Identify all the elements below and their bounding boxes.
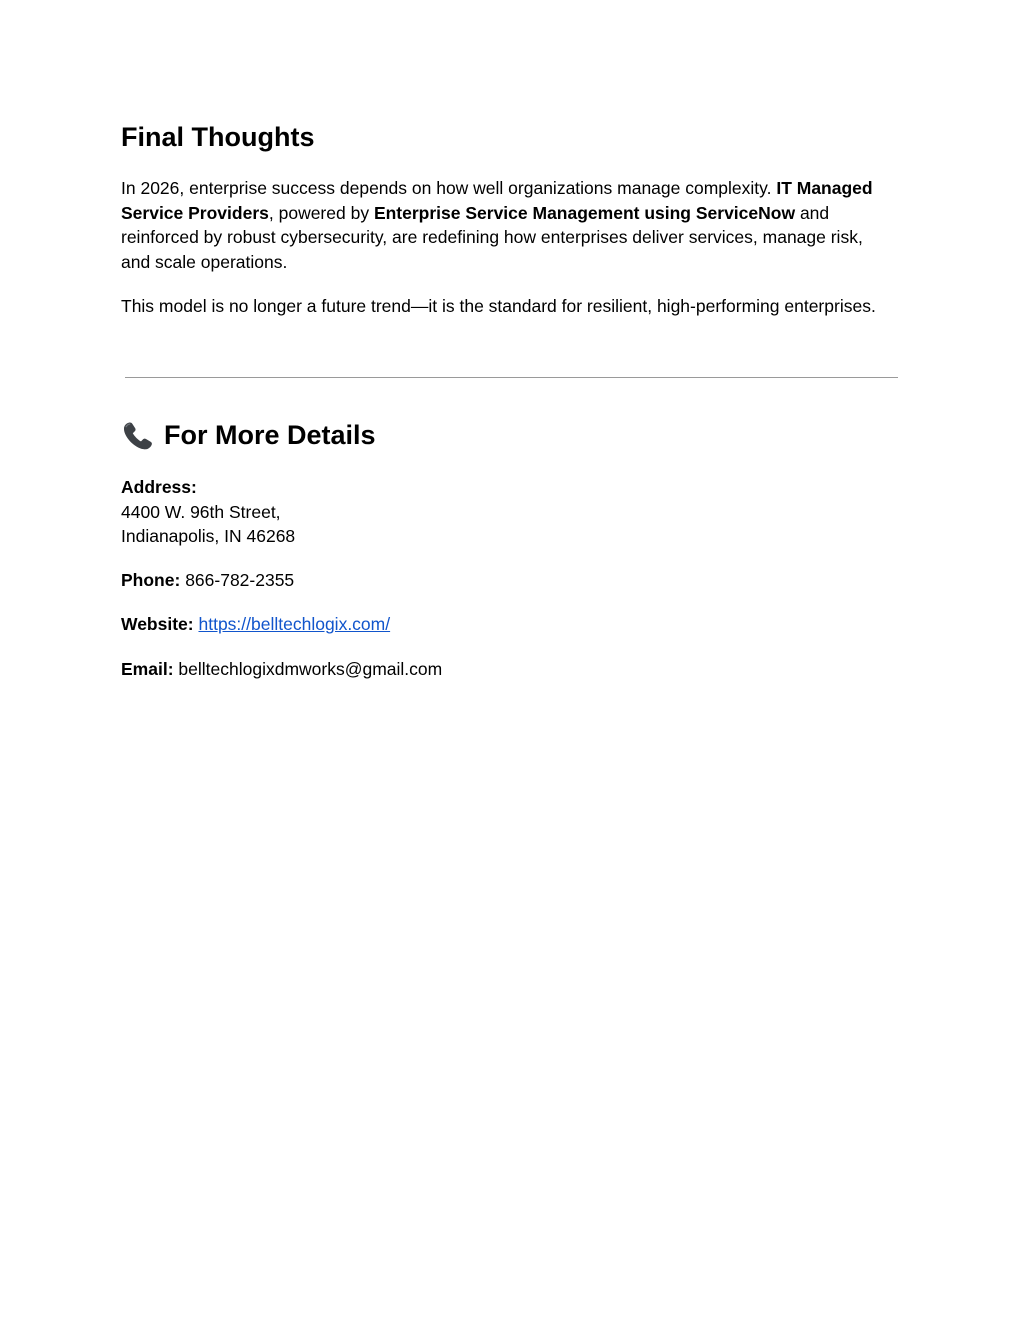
- final-thoughts-paragraph: [121, 176, 881, 274]
- website-line: [121, 612, 390, 637]
- email-line: [121, 657, 442, 682]
- address-block: [121, 475, 295, 549]
- closing-paragraph: This model is no longer a future trend—it is the standard for resilient, high-performing enterprises.: [121, 296, 876, 316]
- email-label: Email:: [121, 659, 174, 679]
- website-label: Website:: [121, 614, 194, 634]
- section-heading-final-thoughts: Final Thoughts: [121, 122, 315, 152]
- telephone-receiver-icon: [121, 419, 155, 451]
- phone-label: Phone:: [121, 570, 181, 590]
- phone-value: 866-782-2355: [185, 570, 295, 590]
- bold-esm-servicenow: Enterprise Service Management using ServiceNow: [373, 202, 796, 223]
- email-value: belltechlogixdmworks@gmail.com: [178, 659, 443, 679]
- website-link[interactable]: https://belltechlogix.com/: [198, 614, 391, 634]
- address-line-1: 4400 W. 96th Street,: [121, 501, 281, 522]
- phone-line: [121, 568, 294, 593]
- paragraph-text: In 2026, enterprise success depends on how well organizations manage complexity.: [121, 178, 777, 198]
- address-line-2: Indianapolis, IN 46268: [121, 526, 296, 546]
- section-heading-more-details: [121, 419, 376, 451]
- bold-it-msp: IT Managed Service Providers: [121, 178, 873, 223]
- paragraph-text: , powered by: [268, 202, 374, 223]
- paragraph-text: and reinforced by robust cybersecurity, are redefining how enterprises deliver services, manage risk, and scale operations.: [121, 202, 863, 272]
- more-details-heading-text: For More Details: [164, 420, 376, 450]
- horizontal-divider: [125, 377, 898, 378]
- address-label: Address:: [121, 477, 197, 497]
